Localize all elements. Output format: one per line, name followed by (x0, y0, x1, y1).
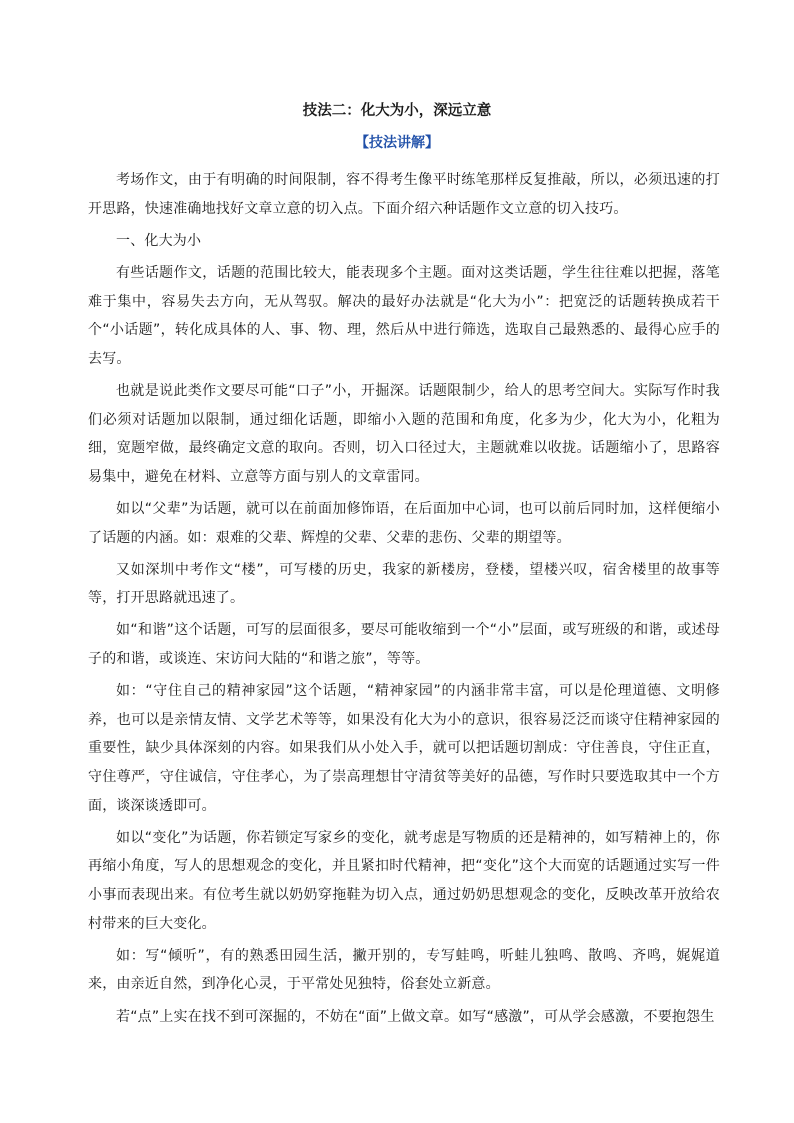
paragraph: 也就是说此类作文要尽可能“口子”小，开掘深。话题限制少，给人的思考空间大。实际写作时我们必须对话题加以限制，通过细化话题，即缩小入题的范围和角度，化多为少，化大为小，化粗为细，宽题窄做，最终确定文意的取向。否则，切入口径过大，主题就难以收拢。话题缩小了，思路容易集中，避免在材料、立意等方面与别人的文章雷同。 (88, 382, 720, 485)
document-title: 技法二：化大为小，深远立意 (302, 103, 492, 119)
paragraph: 如以“变化”为话题，你若锁定写家乡的变化，就考虑是写物质的还是精神的，如写精神上的，你再缩小角度，写人的思想观念的变化，并且紧扣时代精神，把“变化”这个大而宽的话题通过实写一件小事而表现出来。有位考生就以奶奶穿拖鞋为切入点，通过奶奶思想观念的变化，反映改革开放给农村带来的巨大变化。 (88, 829, 720, 932)
paragraph: 如：写“倾听”，有的熟悉田园生活，撇开别的，专写蛙鸣，听蛙儿独鸣、散鸣、齐鸣，娓娓道来，由亲近自然，到净化心灵，于平常处见独特，俗套处立新意。 (88, 947, 720, 993)
section-subtitle: 【技法讲解】 (355, 135, 439, 151)
section-heading: 一、化大为小 (116, 232, 202, 249)
paragraph: 若“点”上实在找不到可深掘的，不妨在“面”上做文章。如写“感激”，可从学会感激，不要抱怨生 (116, 1008, 715, 1025)
document-body (88, 166, 720, 1035)
paragraph: 又如深圳中考作文“楼”，可写楼的历史，我家的新楼房，登楼，望楼兴叹，宿舍楼里的故事等等，打开思路就迅速了。 (88, 561, 720, 607)
paragraph: 如“和谐”这个话题，可写的层面很多，要尽可能收缩到一个“小”层面，或写班级的和谐，或述母子的和谐，或谈连、宋访问大陆的“和谐之旅”，等等。 (88, 622, 720, 668)
paragraph: 考场作文，由于有明确的时间限制，容不得考生像平时练笔那样反复推敲，所以，必须迅速的打开思路，快速准确地找好文章立意的切入点。下面介绍六种话题作文立意的切入技巧。 (88, 172, 720, 217)
paragraph: 如以“父辈”为话题，就可以在前面加修饰语，在后面加中心词，也可以前后同时加，这样便缩小了话题的内涵。如：艰难的父辈、辉煌的父辈、父辈的悲伤、父辈的期望等。 (88, 500, 720, 546)
paragraph: 有些话题作文，话题的范围比较大，能表现多个主题。面对这类话题，学生往往难以把握，落笔难于集中，容易失去方向，无从驾驭。解决的最好办法就是“化大为小”：把宽泛的话题转换成若干个“小话题”，转化成具体的人、事、物、理，然后从中进行筛选，选取自己最熟悉的、最得心应手的去写。 (88, 264, 720, 367)
paragraph: 如：“守住自己的精神家园”这个话题，“精神家园”的内涵非常丰富，可以是伦理道德、文明修养，也可以是亲情友情、文学艺术等等，如果没有化大为小的意识，很容易泛泛而谈守住精神家园的重要性，缺少具体深刻的内容。如果我们从小处入手，就可以把话题切割成：守住善良，守住正直，守住尊严，守住诚信，守住孝心，为了崇高理想甘守清贫等美好的品德，写作时只要选取其中一个方面，谈深谈透即可。 (88, 683, 720, 814)
